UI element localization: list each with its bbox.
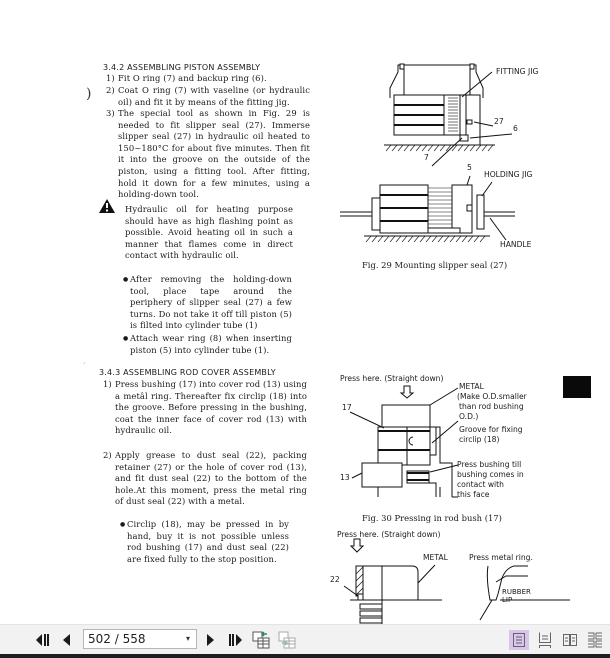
- fig29-label-5: 5: [467, 163, 472, 172]
- dropdown-arrow-icon[interactable]: ▾: [185, 634, 190, 643]
- single-page-icon: [512, 632, 526, 648]
- fig30-label-groove: Groove for fixing: [459, 425, 523, 434]
- last-page-icon: [228, 633, 242, 647]
- first-page-icon: [36, 633, 50, 647]
- fig30-label-press-bushing: bushing comes in: [457, 470, 524, 479]
- fig30-label-metal-note: O.D.): [459, 412, 479, 421]
- fig29-caption: Fig. 29 Mounting slipper seal (27): [362, 260, 508, 270]
- fig29-drawing: [340, 60, 560, 260]
- step-number: 1): [103, 379, 112, 389]
- view-single-page-button[interactable]: [509, 630, 529, 650]
- facing-pages-icon: [562, 633, 578, 647]
- view-facing-button[interactable]: [560, 630, 580, 650]
- view-continuous-facing-button[interactable]: [585, 630, 605, 650]
- fig30-label-press-bushing: Press bushing till: [457, 460, 522, 469]
- bullet-item: ● After removing the holding-down tool, place tape around the periphery of slipper seal (27) a few turns. Do not take it off till piston (5) is filted into cylinder tube (1): [130, 274, 292, 332]
- fig30-label-metal: METAL: [459, 382, 484, 391]
- bullet-item: ● Attach wear ring (8) when inserting piston (5) into cylinder tube (1).: [130, 333, 292, 356]
- step-text: Coat O ring (7) with vaseline (or hydraulic oil) and fit it by means of the fitting jig.: [118, 85, 310, 107]
- step-number: 3): [106, 108, 115, 118]
- fig30-label-13: 13: [340, 473, 350, 482]
- warning-text: Hydraulic oil for heating purpose should have as high flashing point as possible. Avoid heating oil in such a manner that flames come in direct contact with hydraulic oil.: [125, 204, 293, 261]
- next-page-icon: [205, 633, 215, 647]
- viewer-toolbar: [0, 624, 610, 655]
- page-number-select[interactable]: [83, 629, 197, 649]
- fig30-label-metal-note: (Make O.D.smaller: [457, 392, 527, 401]
- warning-icon: [99, 199, 115, 213]
- window-bottom-edge: [0, 654, 610, 658]
- fig31-label-press-metal-ring: Press metal ring.: [469, 553, 533, 562]
- next-page-button[interactable]: [200, 630, 220, 650]
- fig30-label-press-here: Press here. (Straight down): [340, 374, 444, 383]
- fig31-label-rubber: RUBBER: [502, 588, 531, 596]
- section-heading-342: 3.4.2 ASSEMBLING PISTON ASSEMBLY: [103, 63, 261, 72]
- fig30-label-groove: circlip (18): [459, 435, 500, 444]
- previous-page-button[interactable]: [57, 630, 77, 650]
- next-view-icon: [278, 631, 296, 649]
- margin-mark: ˊ: [82, 362, 86, 371]
- fig31-label-22: 22: [330, 575, 340, 584]
- fig29-label-27: 27: [494, 117, 504, 126]
- margin-mark: ): [86, 86, 92, 102]
- page-indicator: 502 / 558: [88, 632, 146, 646]
- last-page-button[interactable]: [225, 630, 245, 650]
- previous-page-icon: [62, 633, 72, 647]
- step-text: Apply grease to dust seal (22), packing retainer (27) or the hole of cover rod (13), and fit dust seal (22) to the bottom of the hole.At this moment, press the metal ring of dust seal (22) with a metal.: [115, 450, 307, 507]
- bullet-item: ● Circlip (18), may be pressed in by hand, buy it is not possible unless rod bushing (17) and dust seal (22) are fixed fully to the stop position.: [127, 519, 289, 565]
- fig30-label-press-bushing: contact with: [457, 480, 504, 489]
- continuous-facing-icon: [587, 632, 603, 648]
- fig29-label-fitting-jig: FITTING JIG: [496, 67, 539, 76]
- chapter-tab-marker: [563, 376, 591, 398]
- step-text: Press bushing (17) into cover rod (13) using a metâl ring. Thereafter fix circlip (18) into the groove. Before pressing in the bushing, coat the inner face of cover rod (13) with hydraulic oil.: [115, 379, 307, 436]
- view-continuous-button[interactable]: [535, 630, 555, 650]
- previous-view-icon: [252, 631, 270, 649]
- fig30-label-metal-note: than rod bushing: [459, 402, 524, 411]
- previous-view-button[interactable]: [251, 630, 271, 650]
- fig29-label-holding-jig: HOLDING JIG: [484, 170, 533, 179]
- continuous-page-icon: [538, 632, 552, 648]
- step-number: 1): [106, 73, 115, 83]
- first-page-button[interactable]: [33, 630, 53, 650]
- fig30-label-17: 17: [342, 403, 352, 412]
- fig31-label-press-here: Press here. (Straight down): [337, 530, 441, 539]
- fig29-label-6: 6: [513, 124, 518, 133]
- fig29-label-handle: HANDLE: [500, 240, 532, 249]
- step-number: 2): [103, 450, 112, 460]
- fig29-label-7: 7: [424, 153, 429, 162]
- fig31-label-metal: METAL: [423, 553, 448, 562]
- fig30-label-press-bushing: this face: [457, 490, 490, 499]
- fig31-drawing: [330, 538, 570, 624]
- step-text: The special tool as shown in Fig. 29 is needed to fit slipper seal (27). Immerse slipper seal (27) in hydraulic oil heated to 150~180°C for about five minutes. Then fit it into the groove on the outside of the piston, using a fitting tool. After fitting, hold it down for a few minutes, using a holding-down tool.: [118, 108, 310, 200]
- step-text: Fit O ring (7) and backup ring (6).: [118, 73, 267, 83]
- fig30-caption: Fig. 30 Pressing in rod bush (17): [362, 513, 502, 523]
- section-heading-343: 3.4.3 ASSEMBLING ROD COVER ASSEMBLY: [99, 368, 276, 377]
- next-view-button[interactable]: [277, 630, 297, 650]
- step-number: 2): [106, 85, 115, 95]
- fig31-label-lip: LIP: [502, 596, 513, 604]
